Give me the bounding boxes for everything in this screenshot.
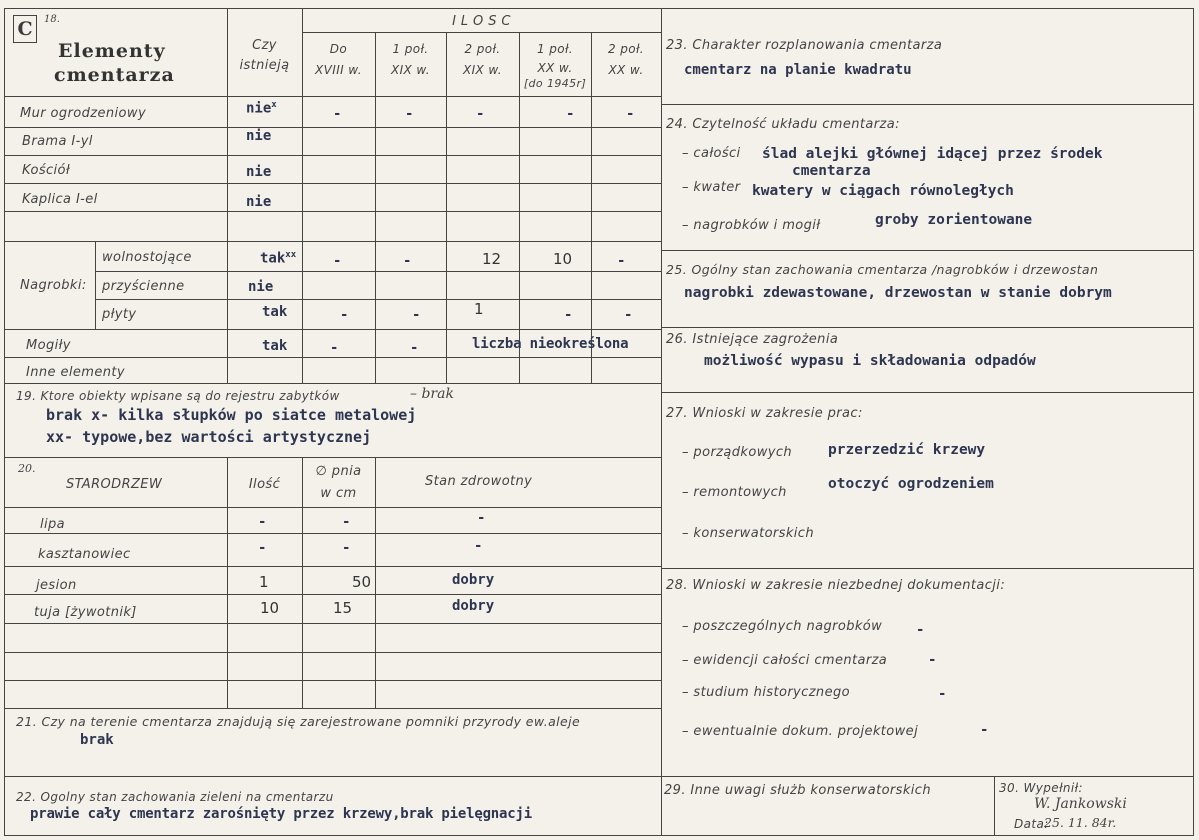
plyty-c1: - (340, 307, 349, 323)
col-header-4-line1: 1 poł. (536, 42, 574, 56)
row-label-wolnostojace: wolnostojące (102, 250, 192, 265)
mur-c5: - (626, 106, 635, 122)
s30-date-value: 25. 11. 84r. (1044, 815, 1117, 830)
s27-remontowych-label: – remontowych (682, 485, 787, 500)
col-header-2-line1: 1 poł. (392, 42, 429, 56)
rule (95, 299, 661, 300)
value-mur: nie$^x$ (246, 100, 277, 117)
s23-value: cmentarz na planie kwadratu (684, 62, 912, 78)
rule (591, 32, 592, 383)
ilosc-header: I L O S C (452, 14, 511, 29)
wolnostojace-c4: 10 (553, 250, 573, 268)
row-label-przyscienne: przyścienne (102, 279, 185, 294)
s25-label: 25. Ogólny stan zachowania cmentarza /nagrobków i drzewostan (666, 262, 1099, 277)
mogily-c1: - (330, 340, 339, 356)
s27-konserwatorskich-label: – konserwatorskich (682, 526, 814, 541)
left-border (4, 8, 5, 836)
right-border (1193, 8, 1194, 836)
tree-jesion-pien: 50 (352, 573, 372, 591)
row-label-plyty: płyty (102, 307, 137, 322)
rule (4, 183, 661, 184)
rule (661, 104, 1193, 105)
s24-calosci-label: – całości (682, 146, 741, 161)
wolnostojace-c3: 12 (482, 250, 502, 268)
plyty-c5: - (624, 307, 633, 323)
trees-header: STARODRZEW (66, 477, 163, 492)
s19-label: 19. Ktore obiekty wpisane są do rejestru zabytków (16, 389, 340, 403)
row-label-kosciol: Kościół (22, 163, 71, 178)
s23-label: 23. Charakter rozplanowania cmentarza (666, 38, 943, 53)
tree-jesion-stan: dobry (452, 572, 495, 588)
rule (4, 329, 661, 330)
tree-name-tuja: tuja [żywotnik] (34, 605, 137, 620)
s24-nagrobkow-value: groby zorientowane (875, 212, 1033, 228)
s21-label: 21. Czy na terenie cmentarza znajdują się zarejestrowane pomniki przyrody ew.aleje (16, 714, 581, 729)
plyty-c3: 1 (474, 300, 484, 318)
top-border (4, 8, 1194, 9)
mogily-c2: - (410, 340, 419, 356)
col-header-3-line2: XIX w. (462, 63, 503, 77)
s24-kwater-label: – kwater (682, 180, 741, 195)
mur-c1: - (333, 106, 342, 122)
rule (4, 680, 661, 681)
rule (4, 457, 661, 458)
s28-item-2-value: - (928, 652, 937, 668)
tree-kasztanowiec-ilosc: - (258, 540, 267, 556)
s24-label: 24. Czytelność układu cmentarza: (666, 117, 900, 132)
rule (227, 457, 228, 708)
col-header-5-line1: 2 poł. (607, 42, 645, 56)
tree-tuja-pien: 15 (333, 599, 353, 617)
s22-label: 22. Ogolny stan zachowania zieleni na cmentarzu (16, 790, 334, 804)
rule (375, 457, 376, 708)
section-badge: C (13, 15, 37, 43)
s30-signature: W. Jankowski (1034, 796, 1127, 812)
tree-tuja-ilosc: 10 (260, 599, 280, 617)
section-number: 18. (44, 14, 60, 25)
mur-c4: - (566, 106, 575, 122)
row-label-inne: Inne elementy (26, 365, 125, 380)
s29-label: 29. Inne uwagi służb konserwatorskich (664, 783, 931, 798)
rule (4, 507, 661, 508)
s28-item-4-value: - (980, 722, 989, 738)
s24-kwater-value: kwatery w ciągach równoległych (752, 183, 1014, 199)
rule (4, 594, 661, 595)
rule (95, 241, 96, 329)
col-header-1-line2: XVIII w. (315, 63, 362, 77)
rule (661, 776, 1193, 777)
s20-number: 20. (18, 462, 36, 475)
s30-label: 30. Wypełnił: (999, 781, 1083, 795)
row-label-brama: Brama I-yl (22, 134, 93, 149)
footnote-mark-x: x (271, 100, 277, 110)
rule (4, 566, 661, 567)
s26-label: 26. Istniejące zagrożenia (666, 332, 839, 347)
rule (446, 32, 447, 383)
s28-label: 28. Wnioski w zakresie niezbednej dokumentacji: (666, 578, 1006, 593)
rule (4, 241, 661, 242)
tree-tuja-stan: dobry (452, 598, 495, 614)
s19-line2: xx- typowe,bez wartości artystycznej (46, 428, 372, 446)
s19-hand-note: – brak (410, 386, 454, 402)
tree-name-kasztanowiec: kasztanowiec (38, 547, 131, 562)
s30-date-label: Data: (1014, 817, 1049, 831)
tree-lipa-ilosc: - (258, 514, 267, 530)
rule (4, 383, 661, 384)
tree-lipa-stan: - (477, 510, 486, 526)
mogily-note: liczba nieokreślona (472, 336, 629, 352)
rule (4, 96, 661, 97)
col-header-1-line1: Do (329, 42, 348, 56)
s19-line1: brak x- kilka słupków po siatce metalowej (46, 406, 417, 424)
rule (4, 155, 661, 156)
wolnostojace-c5: - (617, 253, 626, 269)
tree-name-lipa: lipa (40, 517, 66, 532)
row-label-mogily: Mogiły (26, 338, 71, 353)
s28-item-2-label: – ewidencji całości cmentarza (682, 653, 888, 668)
s22-value: prawie cały cmentarz zarośnięty przez krzewy,brak pielęgnacji (30, 806, 532, 822)
s24-nagrobkow-label: – nagrobków i mogił (682, 218, 821, 233)
rule (661, 250, 1193, 251)
col-header-5-line2: XX w. (608, 63, 644, 77)
s27-remontowych-value: otoczyć ogrodzeniem (828, 476, 994, 492)
rule (4, 533, 661, 534)
tree-kasztanowiec-pien: - (342, 540, 351, 556)
s28-item-1-label: – poszczególnych nagrobków (682, 619, 883, 634)
value-kaplica: nie (246, 194, 272, 210)
wolnostojace-c2: - (403, 253, 412, 269)
trees-col-pien-2: w cm (320, 486, 357, 501)
s28-item-3-label: – studium historycznego (682, 685, 850, 700)
plyty-c4: - (564, 307, 573, 323)
tree-name-jesion: jesion (36, 578, 77, 593)
col-exists-header: Czy istnieją (239, 38, 290, 73)
s28-item-4-label: – ewentualnie dokum. projektowej (682, 724, 919, 739)
bottom-border (4, 835, 1194, 836)
rule (4, 127, 661, 128)
trees-col-pien-1: ∅ pnia (315, 464, 362, 479)
footnote-mark-xx: xx (285, 250, 297, 260)
rule (4, 776, 661, 777)
row-label-kaplica: Kaplica I-el (22, 192, 98, 207)
s28-item-3-value: - (938, 686, 947, 702)
trees-col-stan: Stan zdrowotny (425, 474, 533, 489)
row-label-nagrobki: Nagrobki: (20, 278, 87, 293)
wolnostojace-c1: - (333, 253, 342, 269)
tree-jesion-ilosc: 1 (259, 573, 269, 591)
rule (4, 652, 661, 653)
rule (661, 327, 1193, 328)
s28-item-1-value: - (916, 622, 925, 638)
mur-c2: - (405, 106, 414, 122)
tree-kasztanowiec-stan: - (474, 538, 483, 554)
rule (4, 623, 661, 624)
plyty-c2: - (412, 307, 421, 323)
mur-c3: - (476, 106, 485, 122)
value-kosciol: nie (246, 164, 272, 180)
rule (95, 271, 661, 272)
s24-calosci-value-1: ślad alejki głównej idącej przez środek (762, 146, 1103, 162)
value-wolnostojace: tak$^{xx}$ (260, 250, 297, 267)
row-label-mur: Mur ogrodzeniowy (20, 106, 147, 121)
col-header-4-line3: [do 1945r] (523, 77, 587, 90)
center-divider (661, 8, 662, 836)
rule (302, 32, 661, 33)
rule (994, 776, 995, 836)
card-title-line1: Elementy (58, 40, 166, 62)
card-title-line2: cmentarza (54, 64, 175, 86)
value-plyty: tak (262, 304, 288, 320)
s26-value: możliwość wypasu i składowania odpadów (704, 353, 1036, 369)
tree-lipa-pien: - (342, 514, 351, 530)
s27-porzadkowych-label: – porządkowych (682, 445, 793, 460)
rule (661, 392, 1193, 393)
trees-col-ilosc: Ilość (248, 477, 281, 492)
s25-value: nagrobki zdewastowane, drzewostan w stanie dobrym (684, 285, 1112, 301)
value-przyscienne: nie (248, 279, 274, 295)
value-mogily: tak (262, 338, 288, 354)
s24-calosci-value-2: cmentarza (792, 163, 871, 179)
col-header-2-line2: XIX w. (390, 63, 431, 77)
rule (4, 357, 661, 358)
col-header-4-line2: XX w. (537, 61, 573, 75)
s27-label: 27. Wnioski w zakresie prac: (666, 406, 863, 421)
col-header-3-line1: 2 poł. (464, 42, 501, 56)
rule (375, 32, 376, 383)
rule (4, 211, 661, 212)
rule (4, 708, 661, 709)
rule (661, 568, 1193, 569)
s27-porzadkowych-value: przerzedzić krzewy (828, 442, 986, 458)
s21-value: brak (80, 732, 114, 748)
value-brama: nie (246, 128, 272, 144)
